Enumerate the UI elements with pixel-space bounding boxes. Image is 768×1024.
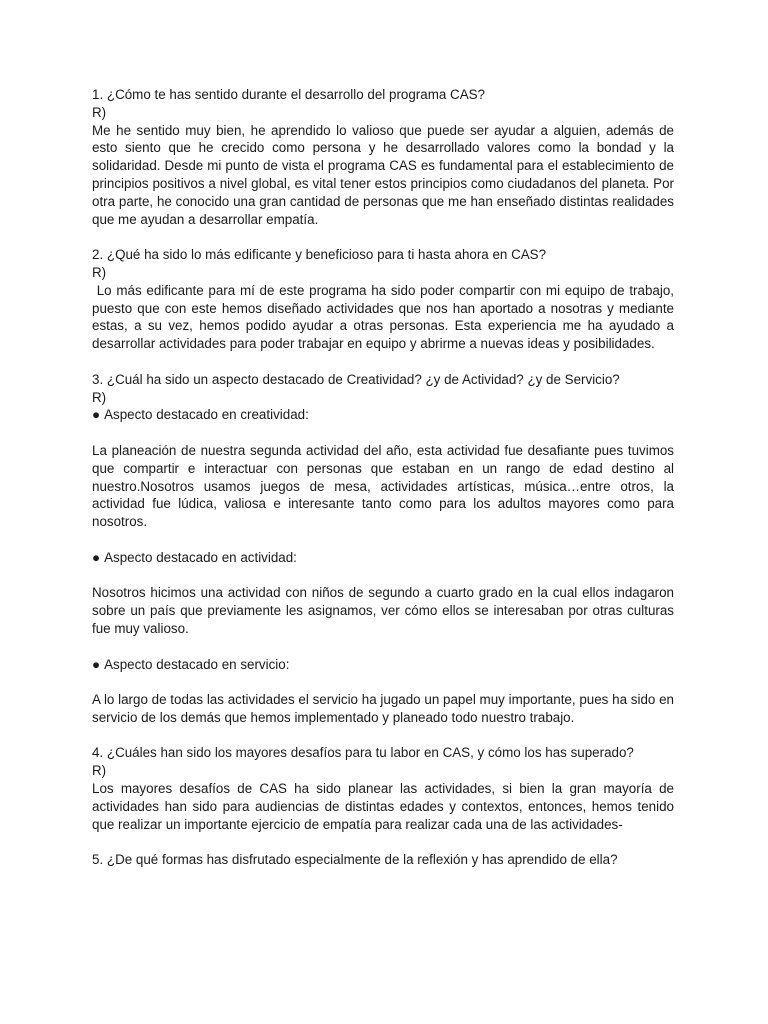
answer-4: Los mayores desafíos de CAS ha sido planear las actividades, si bien la gran mayoría de actividades han sido para audiencias de distintas edades y contextos, entonces, hemos tenido que realizar un importante ejercicio de empatía para realizar cada una de las actividades- [92,781,674,832]
question-4: 4. ¿Cuáles han sido los mayores desafíos para tu labor en CAS, y cómo los has superado? [92,745,634,761]
creatividad-text: La planeación de nuestra segunda actividad del año, esta actividad fue desafiante pues tuvimos que compartir e interactuar con personas que estaban en un rango de edad destino al nuestro.Nosotros usamos juegos de mesa, actividades artísticas, música…entre otros, la actividad fue lúdica, valiosa e interesante tanto como para los adultos mayores como para nosotros. [92,442,674,530]
bullet-actividad [92,549,674,567]
bullet-icon: ● [92,407,101,423]
response-marker-3: R) [92,389,107,405]
answer-2: Lo más edificante para mí de este programa ha sido poder compartir con mi equipo de trabajo, puesto que con este hemos diseñado actividades que nos han aportado a nosotras y mediante estas, a su vez, hemos podido ayudar a otras personas. Esta experiencia me ha ayudado a desarrollar actividades para poder trabajar en equipo y abrirme a nuevas ideas y posibilidades. [92,282,678,352]
paragraph-gap [92,833,674,851]
actividad-heading: Aspecto destacado en actividad: [104,549,297,565]
bullet-creatividad [92,406,674,424]
creatividad-heading: Aspecto destacado en creatividad: [104,407,309,423]
answer-1: Me he sentido muy bien, he aprendido lo valioso que puede ser ayudar a alguien, además de esto siento que he crecido como persona y he desarrollado valores como la bondad y la solidaridad. Desde mi punto de vista el programa CAS es fundamental para el establecimiento de principios positivos a nivel global, es vital tener estos principios como ciudadanos del planeta. Por otra parte, he conocido una gran cantidad de personas que me han enseñado distintas realidades que me ayudan a desarrollar empatía. [92,122,674,227]
document-page [92,86,678,869]
actividad-text: Nosotros hicimos una actividad con niños de segundo a cuarto grado en la cual ellos indagaron sobre un país que previamente les asignamos, ver cómo ellos se interesaban por otras culturas fue muy valioso. [92,585,674,636]
bullet-icon: ● [92,656,101,672]
servicio-text: A lo largo de todas las actividades el servicio ha jugado un papel muy importante, pues ha sido en servicio de los demás que hemos implementado y planeado todo nuestro trabajo. [92,692,674,725]
question-5: 5. ¿De qué formas has disfrutado especialmente de la reflexión y has aprendido de ella? [92,852,618,868]
response-marker-1: R) [92,104,107,120]
question-1: 1. ¿Cómo te has sentido durante el desarrollo del programa CAS? [92,87,486,102]
paragraph-gap [92,638,674,656]
paragraph-gap [92,567,674,585]
question-2: 2. ¿Qué ha sido lo más edificante y beneficioso para ti hasta ahora en CAS? [92,247,547,263]
paragraph-gap [92,424,674,442]
question-3: 3. ¿Cuál ha sido un aspecto destacado de Creatividad? ¿y de Actividad? ¿y de Servicio? [92,371,620,387]
response-marker-2: R) [92,264,107,280]
paragraph-gap [92,727,674,745]
servicio-heading: Aspecto destacado en servicio: [104,656,290,672]
response-marker-4: R) [92,763,107,779]
bullet-icon: ● [92,549,101,565]
paragraph-gap [92,531,674,549]
paragraph-gap [92,673,674,691]
paragraph-gap [92,353,674,371]
bullet-servicio [92,656,674,674]
paragraph-gap [92,228,674,246]
